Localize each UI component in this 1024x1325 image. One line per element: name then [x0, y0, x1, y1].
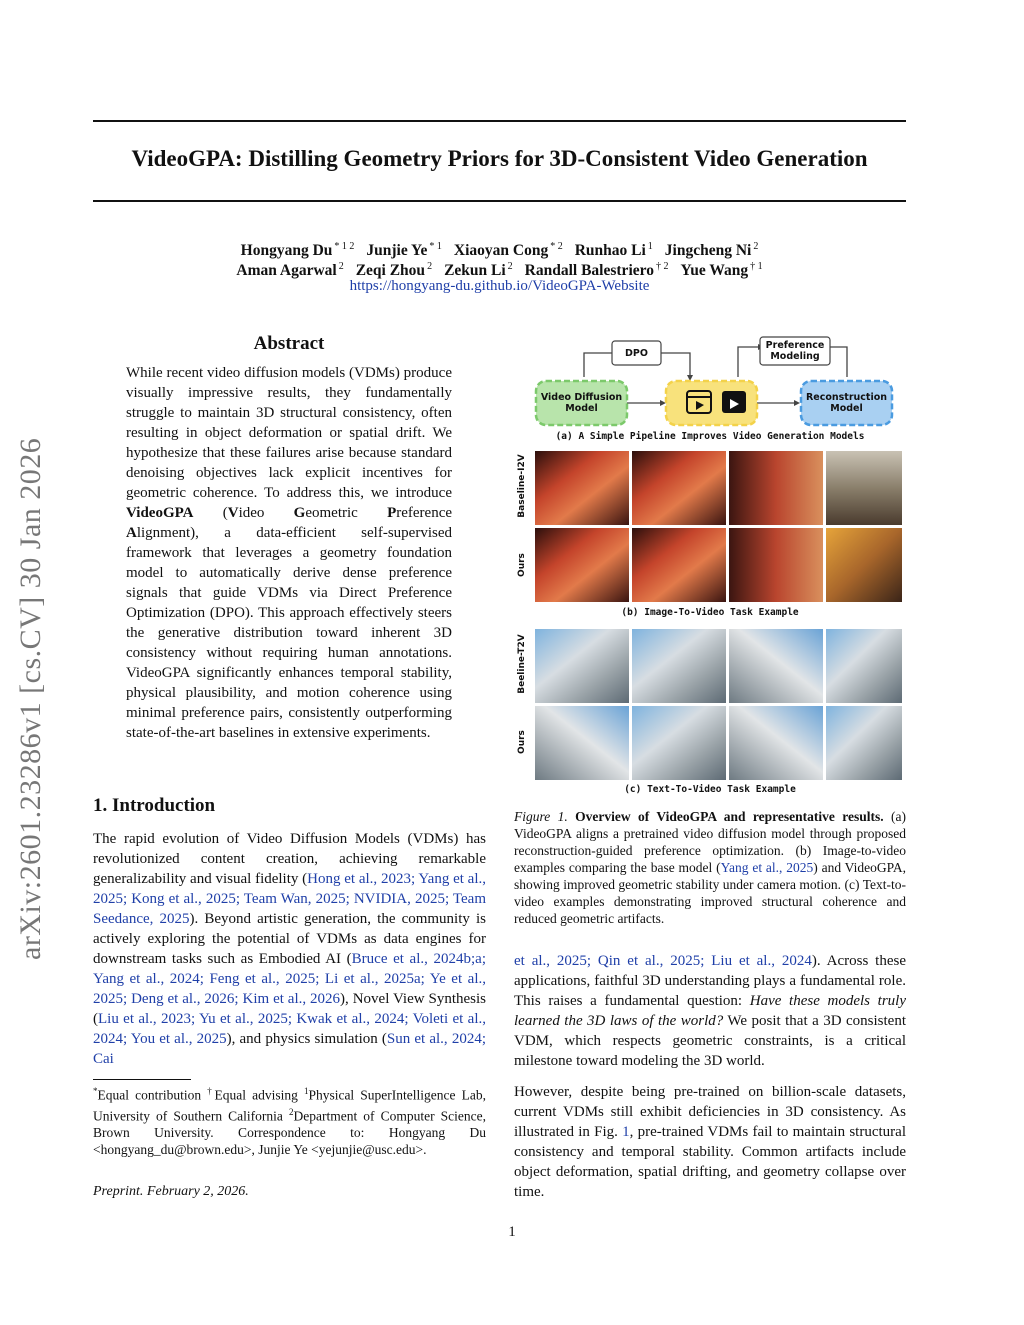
- arrow-head: [794, 400, 800, 406]
- subcaption-a: (a) A Simple Pipeline Improves Video Generation Models: [555, 431, 865, 442]
- introduction-heading: 1. Introduction: [93, 795, 216, 816]
- ours-label-i2v: Ours: [517, 553, 527, 577]
- title-bottom-rule: [93, 200, 906, 202]
- page-number: 1: [508, 1224, 516, 1240]
- connector-arrow: [661, 353, 690, 377]
- baseline-t2v-label: Beeline-T2V: [517, 634, 527, 694]
- ours-label-t2v: Ours: [517, 730, 527, 754]
- paper-title: VideoGPA: Distilling Geometry Priors for 3D-Consistent Video Generation: [131, 146, 868, 171]
- intro-paragraph-right-2: However, despite being pre-trained on billion-scale datasets, current VDMs still exhibit deficiencies in 3D consistency. As illustrated in Fig. 1, pre-trained VDMs fail to maintain structural consistency and temporal stability. Common artifacts include object deformation, spatial drifting, and geometry collapse over time.: [514, 1084, 906, 1200]
- author-name: Runhao Li $^1$: [574, 241, 653, 259]
- intro-paragraph-left: The rapid evolution of Video Diffusion Models (VDMs) has revolutionized content creation, achieving remarkable generalizability and visual fidelity (Hong et al., 2023; Yang et al., 2025; Kong et al., 2025; Team Wan, 2025; NVIDIA, 2025; Team Seedance, 2025). Beyond artistic generation, the community is actively exploring the potential of VDMs as data engines for downstream tasks such as Embodied AI (Bruce et al., 2024b;a; Yang et al., 2024; Feng et al., 2025; Li et al., 2025a; Ye et al., 2025; Deng et al., 2026; Kim et al., 2026), Novel View Synthesis (Liu et al., 2023; Yu et al., 2025; Kwak et al., 2024; Voleti et al., 2024; You et al., 2025), and physics simulation (Sun et al., 2024; Cai: [93, 831, 486, 1067]
- footnote: *Equal contribution †Equal advising $^1$Physical SuperIntelligence Lab, University of Southern California $^2$Department of Computer Science, Brown University. Correspondence to: Hongyang Du <hongyang_du@brown.edu>, Junjie Ye <yejunjie@usc.edu>.: [93, 1086, 486, 1157]
- project-url-link[interactable]: https://hongyang-du.github.io/VideoGPA-Website: [349, 278, 650, 294]
- connector-arrow: [584, 353, 612, 377]
- preprint-note: Preprint. February 2, 2026.: [93, 1184, 249, 1199]
- subcaption-c: (c) Text-To-Video Task Example: [624, 784, 796, 795]
- dpo-label: DPO: [625, 347, 648, 359]
- figure-ref-link[interactable]: 1: [622, 1124, 630, 1140]
- connector-arrow: [830, 347, 847, 377]
- figure-caption: Figure 1. Overview of VideoGPA and representative results. (a) VideoGPA aligns a pretrained video diffusion model through proposed reconstruction-guided preference optimization. (b) Image-to-video examples comparing the base model (Yang et al., 2025) and VideoGPA, showing improved geometric stability under camera motion. (c) Text-to-video examples demonstrating improved structural coherence and reduced geometric artifacts.: [514, 809, 907, 926]
- intro-paragraph-right-1: et al., 2025; Qin et al., 2025; Liu et al., 2024). Across these applications, faithful 3D understanding plays a fundamental role. This raises a fundamental question: Have these models truly learned the 3D laws of the world? We posit that a 3D consistent VDM, which respects geometric constraints, is a critical milestone toward modeling the 3D world.: [514, 953, 906, 1069]
- author-name: Aman Agarwal $^2$: [236, 261, 344, 279]
- t2v-image-grid: [535, 629, 902, 780]
- author-name: Hongyang Du $^{* 1 2}$: [240, 241, 355, 259]
- author-name: Yue Wang $^{\dagger 1}$: [680, 261, 763, 279]
- citation-link[interactable]: Bruce et al., 2024b;a; Yang et al., 2024; Feng et al., 2025; Li et al., 2025a; Ye et al., 2025; Deng et al., 2026; Kim et al., 2026: [93, 951, 486, 1007]
- i2v-image-grid: [535, 451, 902, 602]
- title-top-rule: [93, 120, 906, 122]
- footnote-rule: [93, 1079, 191, 1080]
- citation-link[interactable]: Yang et al., 2025: [720, 860, 814, 875]
- reconstruction-model-label: Reconstruction Model: [805, 392, 888, 414]
- baseline-i2v-label: Baseline-I2V: [517, 454, 527, 518]
- citation-link[interactable]: et al., 2025; Qin et al., 2025; Liu et al., 2024: [514, 953, 812, 969]
- citation-link[interactable]: Liu et al., 2023; Yu et al., 2025; Kwak et al., 2024; Voleti et al., 2024; You et al., 2025: [93, 1011, 486, 1047]
- citation-link[interactable]: Hong et al., 2023; Yang et al., 2025; Kong et al., 2025; Team Wan, 2025; NVIDIA, 2025; Team Seedance, 2025: [93, 871, 486, 927]
- abstract-body: While recent video diffusion models (VDMs) produce visually impressive results, they fundamentally struggle to maintain 3D structural consistency, often resulting in object deformation or spatial drift. We hypothesize that these failures arise because standard denoising objectives lack explicit incentives for geometric coherence. To address this, we introduce VideoGPA (Video Geometric Preference Alignment), a data-efficient self-supervised framework that leverages a geometry foundation model to automatically derive dense preference signals that guide VDMs via Direct Preference Optimization (DPO). This approach effectively steers the generative distribution toward inherent 3D consistency without requiring human annotations. VideoGPA significantly enhances temporal stability, physical plausibility, and motion coherence using minimal preference pairs, consistently outperforming state-of-the-art baselines in extensive experiments.: [126, 365, 453, 741]
- arxiv-side-stamp: arXiv:2601.23286v1 [cs.CV] 30 Jan 2026: [14, 437, 47, 960]
- author-name: Junjie Ye $^{* 1}$: [366, 241, 442, 259]
- figure-1: [514, 333, 906, 798]
- video-diffusion-model-label: Video Diffusion Model: [540, 392, 623, 414]
- citation-link[interactable]: Sun et al., 2024; Cai: [93, 1031, 486, 1067]
- abstract-heading: Abstract: [253, 333, 325, 354]
- author-name: Zekun Li $^2$: [444, 261, 513, 279]
- author-name: Randall Balestriero $^{\dagger 2}$: [524, 261, 669, 279]
- subcaption-b: (b) Image-To-Video Task Example: [621, 607, 799, 618]
- author-name: Xiaoyan Cong $^{* 2}$: [453, 241, 563, 259]
- author-name: Zeqi Zhou $^2$: [355, 261, 433, 279]
- author-name: Jingcheng Ni $^2$: [664, 241, 759, 259]
- connector-arrow: [738, 347, 760, 377]
- preference-modeling-label: Preference Modeling: [765, 340, 825, 362]
